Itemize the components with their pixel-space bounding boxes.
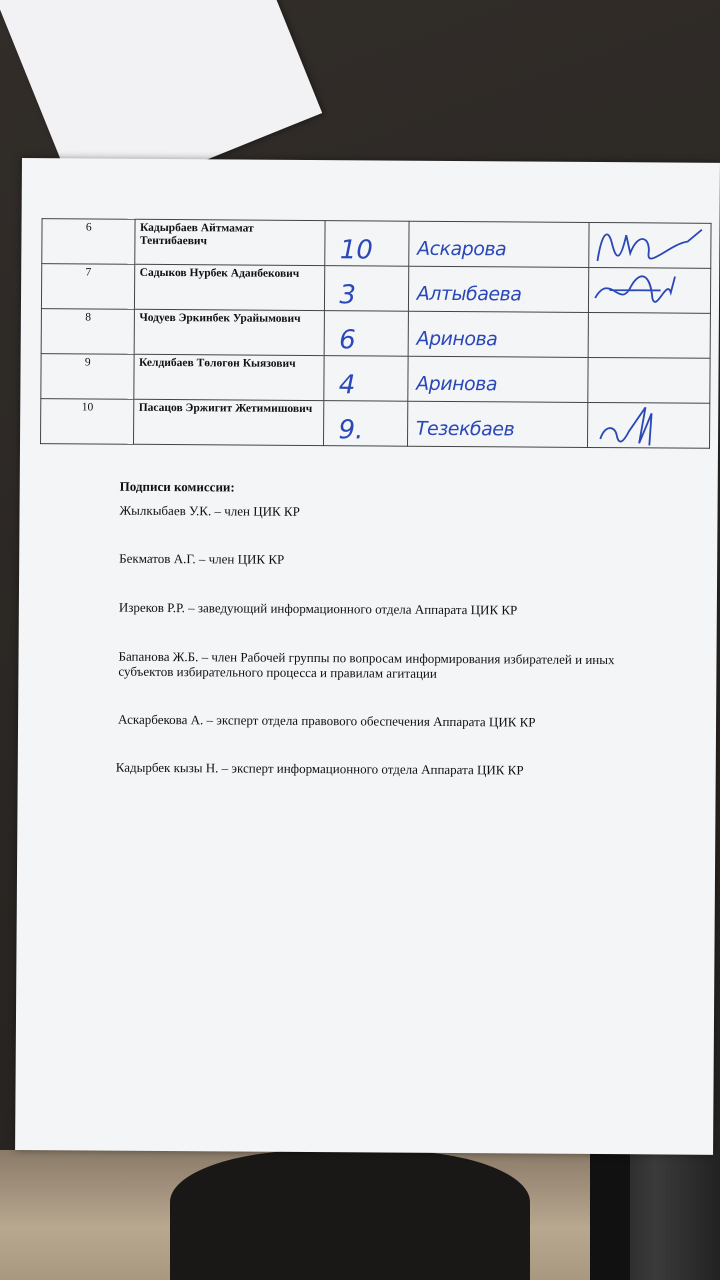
signature-scribble <box>589 268 710 313</box>
second-signature-cell <box>588 402 710 448</box>
handwritten-name: Аскарова <box>417 237 507 261</box>
table-row <box>41 399 710 449</box>
signature-cell <box>407 401 588 447</box>
signature-scribble <box>588 403 709 448</box>
table-row <box>42 219 711 269</box>
row-number: 10 <box>41 399 135 445</box>
score-cell <box>325 221 409 267</box>
handwritten-score: 10 <box>339 235 373 266</box>
commission-member: Кадырбек кызы Н. – эксперт информационного отдела Аппарата ЦИК КР <box>115 759 524 778</box>
signature-cell <box>408 311 589 357</box>
handwritten-name: Тезекбаев <box>415 417 515 441</box>
handwritten-name: Алтыбаева <box>416 282 522 306</box>
candidate-name: Чодуев Эркинбек Урайымович <box>135 309 325 355</box>
row-number: 6 <box>42 219 136 265</box>
table-row <box>41 354 710 404</box>
document-page <box>15 158 720 1155</box>
row-number: 7 <box>41 264 135 310</box>
candidate-name: Пасацов Эржигит Жетимишович <box>134 399 324 445</box>
commission-member: Изреков Р.Р. – заведующий информационного отдела Аппарата ЦИК КР <box>118 599 518 618</box>
candidates-table <box>40 218 712 449</box>
row-number: 8 <box>41 309 135 355</box>
row-number: 9 <box>41 354 135 400</box>
table-row <box>41 309 710 359</box>
second-signature-cell <box>589 222 711 268</box>
handwritten-score: 9. <box>338 415 364 446</box>
commission-member: Бекматов А.Г. – член ЦИК КР <box>119 550 285 567</box>
second-signature-cell <box>588 357 710 403</box>
table-row <box>41 264 710 314</box>
signature-cell <box>408 266 589 312</box>
handwritten-name: Аринова <box>416 327 498 351</box>
score-cell <box>325 311 409 357</box>
second-signature-cell <box>589 267 711 313</box>
commission-signatures-heading: Подписи комиссии: <box>119 478 235 495</box>
handwritten-name: Аринова <box>416 372 498 396</box>
score-cell <box>324 401 408 447</box>
commission-member: Жылкыбаев У.К. – член ЦИК КР <box>119 502 300 519</box>
candidate-name: Келдибаев Төлөгөн Кыязович <box>134 354 324 400</box>
commission-member: Аскарбекова А. – эксперт отдела правового обеспечения Аппарата ЦИК КР <box>118 711 536 730</box>
candidate-name: Садыков Нурбек Аданбекович <box>135 264 325 310</box>
handwritten-score: 3 <box>339 280 357 311</box>
handwritten-score: 6 <box>339 325 356 356</box>
handwritten-score: 4 <box>338 370 356 401</box>
score-cell <box>324 356 408 402</box>
signature-cell <box>408 356 589 402</box>
candidate-name: Кадырбаев Айтмамат Тентибаевич <box>135 219 325 265</box>
commission-member: Бапанова Ж.Б. – член Рабочей группы по вопросам информирования избирателей и иных субъектов избирательного процесса и правилам агитации <box>118 648 615 681</box>
score-cell <box>325 266 409 312</box>
signature-scribble <box>590 223 711 268</box>
chair-leg <box>590 1150 630 1280</box>
second-signature-cell <box>589 312 711 358</box>
signature-cell <box>409 221 590 267</box>
dark-garment <box>170 1150 530 1280</box>
